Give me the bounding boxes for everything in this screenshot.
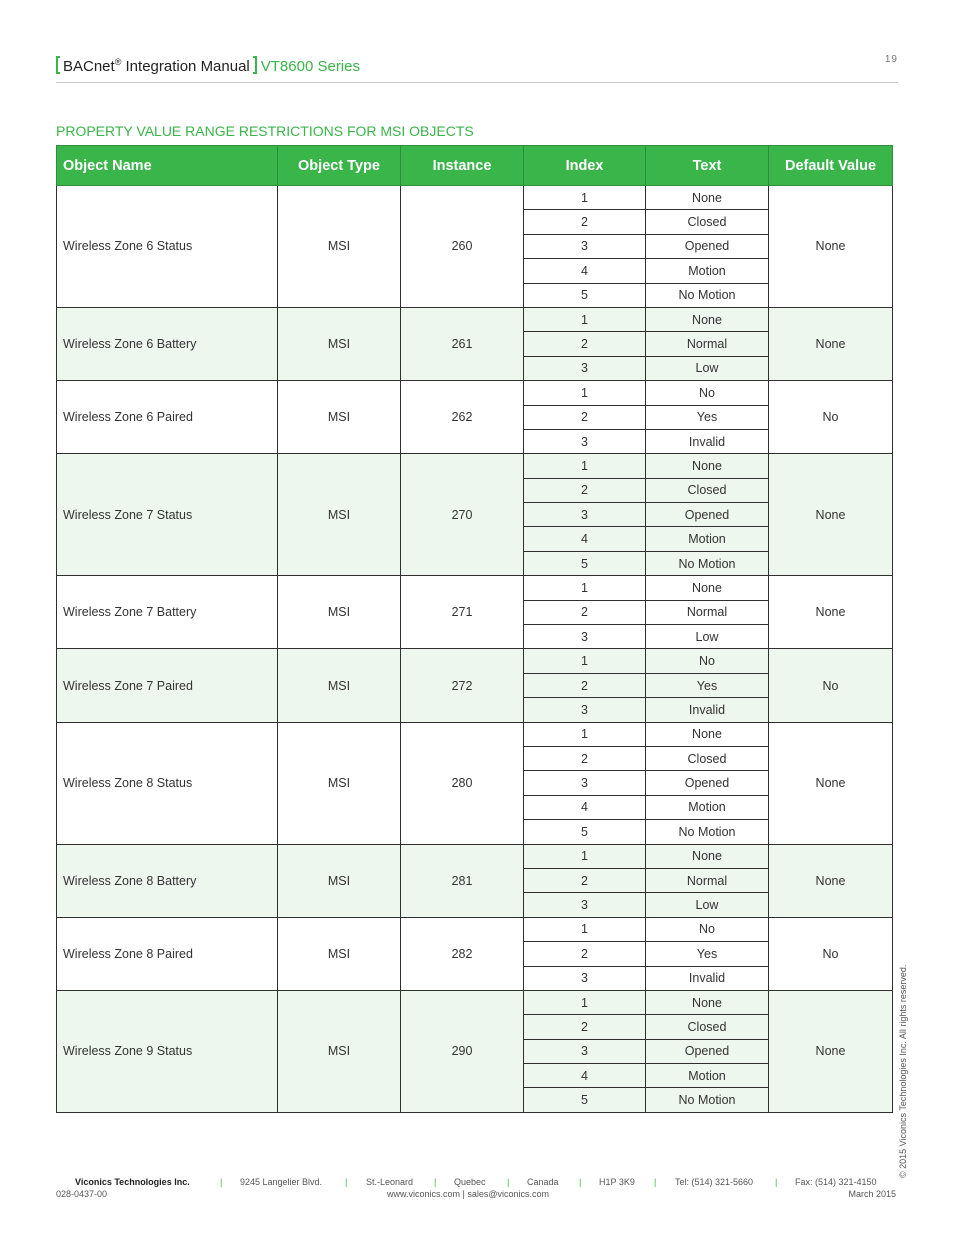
footer-address: 9245 Langelier Blvd.	[240, 1177, 323, 1187]
text-cell: None	[646, 844, 769, 868]
index-cell: 4	[524, 259, 646, 283]
index-cell: 4	[524, 527, 646, 551]
index-cell: 3	[524, 429, 646, 453]
text-cell: No	[646, 649, 769, 673]
default-value-cell: None	[769, 186, 893, 308]
index-cell: 1	[524, 649, 646, 673]
index-cell: 2	[524, 405, 646, 429]
header-index: Index	[524, 146, 646, 186]
object-type-cell: MSI	[278, 307, 401, 380]
footer-separator: |	[654, 1177, 657, 1187]
default-value-cell: No	[769, 917, 893, 990]
text-cell: Motion	[646, 527, 769, 551]
index-cell: 3	[524, 893, 646, 917]
index-cell: 3	[524, 771, 646, 795]
index-cell: 2	[524, 746, 646, 770]
index-cell: 3	[524, 698, 646, 722]
text-cell: Normal	[646, 868, 769, 892]
text-cell: Motion	[646, 259, 769, 283]
object-name-cell: Wireless Zone 9 Status	[57, 990, 278, 1112]
table-header-row	[57, 146, 893, 186]
header-object-type: Object Type	[278, 146, 401, 186]
default-value-cell: None	[769, 576, 893, 649]
index-cell: 5	[524, 820, 646, 844]
object-type-cell: MSI	[278, 649, 401, 722]
index-cell: 2	[524, 600, 646, 624]
table-row	[57, 722, 893, 746]
default-value-cell: None	[769, 844, 893, 917]
footer-province: Quebec	[454, 1177, 486, 1187]
object-name-cell: Wireless Zone 6 Battery	[57, 307, 278, 380]
table-row	[57, 381, 893, 405]
footer-fax: Fax: (514) 321-4150	[795, 1177, 877, 1187]
index-cell: 3	[524, 234, 646, 258]
table-row	[57, 649, 893, 673]
text-cell: Low	[646, 625, 769, 649]
text-cell: Motion	[646, 795, 769, 819]
table-row	[57, 454, 893, 478]
index-cell: 2	[524, 673, 646, 697]
index-cell: 2	[524, 210, 646, 234]
default-value-cell: None	[769, 990, 893, 1112]
object-type-cell: MSI	[278, 454, 401, 576]
bracket-left-icon	[56, 56, 60, 74]
index-cell: 2	[524, 332, 646, 356]
index-cell: 4	[524, 795, 646, 819]
table-row	[57, 917, 893, 941]
object-name-cell: Wireless Zone 8 Battery	[57, 844, 278, 917]
index-cell: 3	[524, 966, 646, 990]
object-type-cell: MSI	[278, 917, 401, 990]
text-cell: Closed	[646, 746, 769, 770]
table-row	[57, 990, 893, 1014]
text-cell: No Motion	[646, 1088, 769, 1112]
text-cell: None	[646, 307, 769, 331]
header-object-name: Object Name	[57, 146, 278, 186]
manual-title-text: BACnet	[63, 58, 115, 75]
footer-city: St.-Leonard	[366, 1177, 414, 1187]
footer-doc-number: 028-0437-00	[56, 1189, 108, 1199]
index-cell: 1	[524, 381, 646, 405]
table-row	[57, 576, 893, 600]
text-cell: None	[646, 722, 769, 746]
index-cell: 1	[524, 307, 646, 331]
text-cell: No	[646, 917, 769, 941]
object-name-cell: Wireless Zone 6 Status	[57, 186, 278, 308]
msi-table	[56, 145, 893, 1113]
instance-cell: 262	[401, 381, 524, 454]
index-cell: 1	[524, 576, 646, 600]
footer-separator: |	[507, 1177, 510, 1187]
table-row	[57, 307, 893, 331]
object-type-cell: MSI	[278, 844, 401, 917]
footer-separator: |	[345, 1177, 348, 1187]
text-cell: Motion	[646, 1064, 769, 1088]
bracket-right-icon	[253, 56, 257, 74]
footer-separator: |	[775, 1177, 778, 1187]
instance-cell: 260	[401, 186, 524, 308]
page-header	[56, 52, 898, 83]
object-name-cell: Wireless Zone 8 Status	[57, 722, 278, 844]
section-title: PROPERTY VALUE RANGE RESTRICTIONS FOR MSI OBJECTS	[56, 123, 474, 139]
instance-cell: 272	[401, 649, 524, 722]
footer-separator: |	[579, 1177, 582, 1187]
header-title	[56, 56, 360, 75]
object-type-cell: MSI	[278, 381, 401, 454]
text-cell: Invalid	[646, 698, 769, 722]
index-cell: 1	[524, 722, 646, 746]
text-cell: Yes	[646, 942, 769, 966]
object-name-cell: Wireless Zone 6 Paired	[57, 381, 278, 454]
table-row	[57, 844, 893, 868]
index-cell: 2	[524, 868, 646, 892]
manual-title-suffix: Integration Manual	[121, 58, 250, 75]
text-cell: None	[646, 454, 769, 478]
instance-cell: 281	[401, 844, 524, 917]
series-name: VT8600 Series	[260, 58, 360, 75]
text-cell: Invalid	[646, 966, 769, 990]
text-cell: Opened	[646, 234, 769, 258]
instance-cell: 271	[401, 576, 524, 649]
object-name-cell: Wireless Zone 7 Status	[57, 454, 278, 576]
text-cell: None	[646, 186, 769, 210]
manual-title	[63, 58, 250, 75]
default-value-cell: No	[769, 381, 893, 454]
object-type-cell: MSI	[278, 722, 401, 844]
default-value-cell: None	[769, 307, 893, 380]
text-cell: Closed	[646, 478, 769, 502]
footer-web-contact[interactable]: www.viconics.com | sales@viconics.com	[387, 1189, 550, 1199]
footer-company: Viconics Technologies Inc.	[75, 1177, 190, 1187]
index-cell: 2	[524, 1015, 646, 1039]
index-cell: 3	[524, 625, 646, 649]
text-cell: Yes	[646, 405, 769, 429]
footer-country: Canada	[527, 1177, 559, 1187]
instance-cell: 270	[401, 454, 524, 576]
header-default-value: Default Value	[769, 146, 893, 186]
index-cell: 1	[524, 844, 646, 868]
object-type-cell: MSI	[278, 990, 401, 1112]
index-cell: 1	[524, 454, 646, 478]
text-cell: No Motion	[646, 820, 769, 844]
text-cell: Normal	[646, 332, 769, 356]
text-cell: No	[646, 381, 769, 405]
text-cell: None	[646, 990, 769, 1014]
index-cell: 3	[524, 356, 646, 380]
default-value-cell: None	[769, 722, 893, 844]
index-cell: 5	[524, 283, 646, 307]
text-cell: Opened	[646, 1039, 769, 1063]
text-cell: Invalid	[646, 429, 769, 453]
text-cell: No Motion	[646, 551, 769, 575]
object-type-cell: MSI	[278, 186, 401, 308]
text-cell: Closed	[646, 1015, 769, 1039]
side-copyright: © 2015 Viconics Technologies Inc. All rights reserved.	[898, 964, 908, 1178]
text-cell: Low	[646, 356, 769, 380]
text-cell: Closed	[646, 210, 769, 234]
object-name-cell: Wireless Zone 8 Paired	[57, 917, 278, 990]
text-cell: Normal	[646, 600, 769, 624]
index-cell: 2	[524, 942, 646, 966]
table-row	[57, 186, 893, 210]
text-cell: None	[646, 576, 769, 600]
default-value-cell: None	[769, 454, 893, 576]
registered-mark: ®	[114, 57, 122, 67]
footer-separator: |	[220, 1177, 223, 1187]
index-cell: 3	[524, 503, 646, 527]
text-cell: Opened	[646, 503, 769, 527]
text-cell: Low	[646, 893, 769, 917]
text-cell: Opened	[646, 771, 769, 795]
index-cell: 3	[524, 1039, 646, 1063]
instance-cell: 290	[401, 990, 524, 1112]
object-name-cell: Wireless Zone 7 Paired	[57, 649, 278, 722]
default-value-cell: No	[769, 649, 893, 722]
instance-cell: 282	[401, 917, 524, 990]
footer-postal: H1P 3K9	[599, 1177, 635, 1187]
object-name-cell: Wireless Zone 7 Battery	[57, 576, 278, 649]
header-text: Text	[646, 146, 769, 186]
instance-cell: 261	[401, 307, 524, 380]
instance-cell: 280	[401, 722, 524, 844]
object-type-cell: MSI	[278, 576, 401, 649]
footer-tel: Tel: (514) 321-5660	[675, 1177, 754, 1187]
footer-separator: |	[434, 1177, 437, 1187]
index-cell: 4	[524, 1064, 646, 1088]
index-cell: 1	[524, 186, 646, 210]
header-instance: Instance	[401, 146, 524, 186]
footer-date: March 2015	[848, 1189, 896, 1199]
index-cell: 1	[524, 990, 646, 1014]
index-cell: 2	[524, 478, 646, 502]
text-cell: No Motion	[646, 283, 769, 307]
index-cell: 5	[524, 1088, 646, 1112]
msi-table-body	[57, 186, 893, 1113]
index-cell: 5	[524, 551, 646, 575]
index-cell: 1	[524, 917, 646, 941]
text-cell: Yes	[646, 673, 769, 697]
page-number: 19	[884, 54, 898, 65]
